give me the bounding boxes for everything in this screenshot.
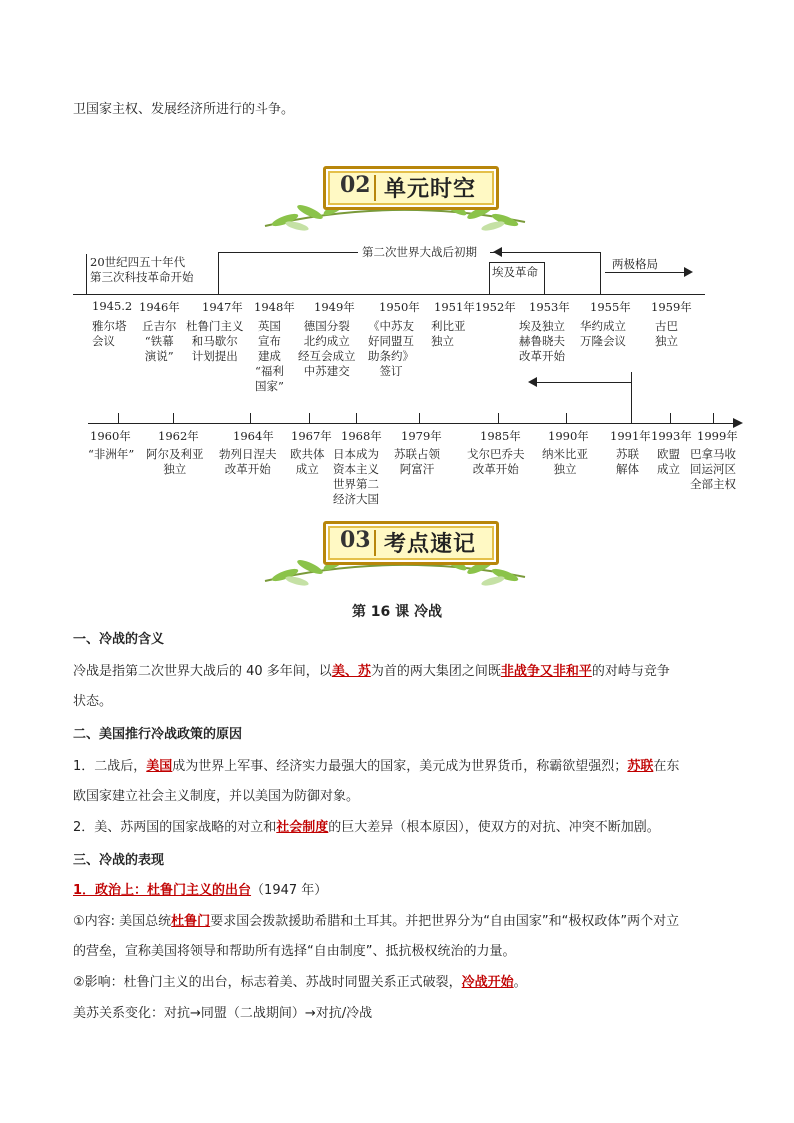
timeline-year: 1964年 bbox=[233, 429, 274, 443]
section-heading: 一、冷战的含义 bbox=[73, 632, 165, 647]
key-term: 非战争又非和平 bbox=[500, 664, 592, 679]
timeline-year: 1955年 bbox=[590, 300, 631, 314]
timeline-event: 巴拿马收 回运河区 全部主权 bbox=[690, 447, 736, 491]
timeline-event: 埃及独立 赫鲁晓夫 改革开始 bbox=[519, 319, 565, 363]
paragraph: 2．美、苏两国的国家战略的对立和社会制度的巨大差异（根本原因），使双方的对抗、冲突不断加剧。 bbox=[73, 820, 660, 835]
timeline-year: 1949年 bbox=[314, 300, 355, 314]
key-term: 苏联 bbox=[627, 759, 654, 774]
paragraph: ②影响：杜鲁门主义的出台，标志着美、苏战时同盟关系正式破裂，冷战开始。 bbox=[73, 975, 527, 990]
key-term: 美国 bbox=[146, 759, 173, 774]
timeline-connector bbox=[631, 372, 632, 424]
section-heading: 三、冷战的表现 bbox=[73, 853, 165, 868]
timeline-year: 1999年 bbox=[697, 429, 738, 443]
arrow-right-icon bbox=[684, 267, 693, 277]
timeline-year: 1953年 bbox=[529, 300, 570, 314]
timeline-event: “非洲年” bbox=[88, 447, 135, 461]
timeline-event: 利比亚 独立 bbox=[431, 319, 466, 348]
paragraph: 的营垒，宣称美国将领导和帮助所有选择“自由制度”、抵抗极权统治的力量。 bbox=[73, 944, 516, 959]
timeline-year: 1959年 bbox=[651, 300, 692, 314]
timeline-event: 丘吉尔 “铁幕 演说” bbox=[142, 319, 177, 363]
timeline-year: 1947年 bbox=[202, 300, 243, 314]
period-bipolar: 两极格局 bbox=[612, 257, 658, 271]
timeline-year: 1952年 bbox=[475, 300, 516, 314]
section-heading: 二、美国推行冷战政策的原因 bbox=[73, 727, 243, 742]
timeline-year: 1979年 bbox=[401, 429, 442, 443]
timeline-event: 《中苏友 好同盟互 助条约》 签订 bbox=[368, 319, 414, 378]
timeline-event: 德国分裂 北约成立 经互会成立 中苏建交 bbox=[298, 319, 356, 378]
banner-number: 03 bbox=[340, 527, 371, 553]
timeline-event: 英国 宣布 建成 “福利 国家” bbox=[255, 319, 284, 393]
arrow-right-icon bbox=[733, 418, 743, 428]
timeline-event: 日本成为 资本主义 世界第二 经济大国 bbox=[333, 447, 379, 506]
timeline-year: 1946年 bbox=[139, 300, 180, 314]
timeline-year: 1951年 bbox=[434, 300, 475, 314]
lesson-title: 第 16 课 冷战 bbox=[351, 604, 443, 620]
timeline-year: 1950年 bbox=[379, 300, 420, 314]
timeline-event: 华约成立 万隆会议 bbox=[580, 319, 626, 348]
key-term: 社会制度 bbox=[276, 820, 329, 835]
paragraph: 美苏关系变化：对抗→同盟（二战期间）→对抗/冷战 bbox=[73, 1006, 373, 1021]
timeline-event: 杜鲁门主义 和马歇尔 计划提出 bbox=[186, 319, 244, 363]
timeline-event: 古巴 独立 bbox=[655, 319, 678, 348]
arrow-left-icon bbox=[528, 377, 537, 387]
key-term: 美、苏 bbox=[331, 664, 371, 679]
timeline-year: 1968年 bbox=[341, 429, 382, 443]
timeline-year: 1962年 bbox=[158, 429, 199, 443]
timeline-event: 阿尔及利亚 独立 bbox=[146, 447, 204, 476]
banner-title: 考点速记 bbox=[384, 532, 477, 557]
banner-title: 单元时空 bbox=[384, 177, 477, 202]
paragraph: 冷战是指第二次世界大战后的 40 多年间，以美、苏为首的两大集团之间既非战争又非和平的对峙与竞争 bbox=[73, 664, 670, 679]
timeline-year: 1990年 bbox=[548, 429, 589, 443]
paragraph: 1．二战后，美国成为世界上军事、经济实力最强大的国家，美元成为世界货币，称霸欲望强烈；苏联在东 bbox=[73, 759, 680, 774]
timeline-event: 戈尔巴乔夫 改革开始 bbox=[467, 447, 525, 476]
arrow-left-icon bbox=[493, 247, 502, 257]
subheading: 1．政治上：杜鲁门主义的出台（1947 年） bbox=[73, 883, 328, 898]
timeline-year: 1985年 bbox=[480, 429, 521, 443]
timeline-year: 1991年 bbox=[610, 429, 651, 443]
timeline-event: 苏联占领 阿富汗 bbox=[394, 447, 440, 476]
period-tech-revolution: 20世纪四五十年代 第三次科技革命开始 bbox=[90, 255, 194, 284]
paragraph: ①内容: 美国总统杜鲁门要求国会拨款援助希腊和土耳其。并把世界分为“自由国家”和“极权政体”两个对立 bbox=[73, 914, 680, 929]
timeline-event: 欧共体 成立 bbox=[290, 447, 325, 476]
timeline-year: 1960年 bbox=[90, 429, 131, 443]
timeline-year: 1948年 bbox=[254, 300, 295, 314]
section-banner-key-points bbox=[255, 515, 525, 590]
banner-number: 02 bbox=[340, 172, 371, 198]
section-banner-unit-timeline bbox=[255, 160, 525, 235]
paragraph: 状态。 bbox=[73, 694, 113, 709]
timeline-event: 雅尔塔 会议 bbox=[92, 319, 127, 348]
timeline-year: 1967年 bbox=[291, 429, 332, 443]
timeline-event: 勃列日涅夫 改革开始 bbox=[219, 447, 277, 476]
timeline-year: 1945.2 bbox=[92, 299, 133, 313]
timeline-year: 1993年 bbox=[651, 429, 692, 443]
key-term: 冷战开始 bbox=[461, 975, 514, 990]
period-postwar-label: 第二次世界大战后初期 bbox=[362, 245, 477, 259]
timeline-event: 纳米比亚 独立 bbox=[542, 447, 588, 476]
timeline-event: 欧盟 成立 bbox=[657, 447, 680, 476]
period-egypt-revolution: 埃及革命 bbox=[492, 265, 538, 279]
paragraph: 欧国家建立社会主义制度，并以美国为防御对象。 bbox=[73, 789, 360, 804]
timeline-event: 苏联 解体 bbox=[616, 447, 639, 476]
key-term: 杜鲁门 bbox=[171, 914, 211, 929]
intro-text: 卫国家主权、发展经济所进行的斗争。 bbox=[73, 102, 295, 117]
